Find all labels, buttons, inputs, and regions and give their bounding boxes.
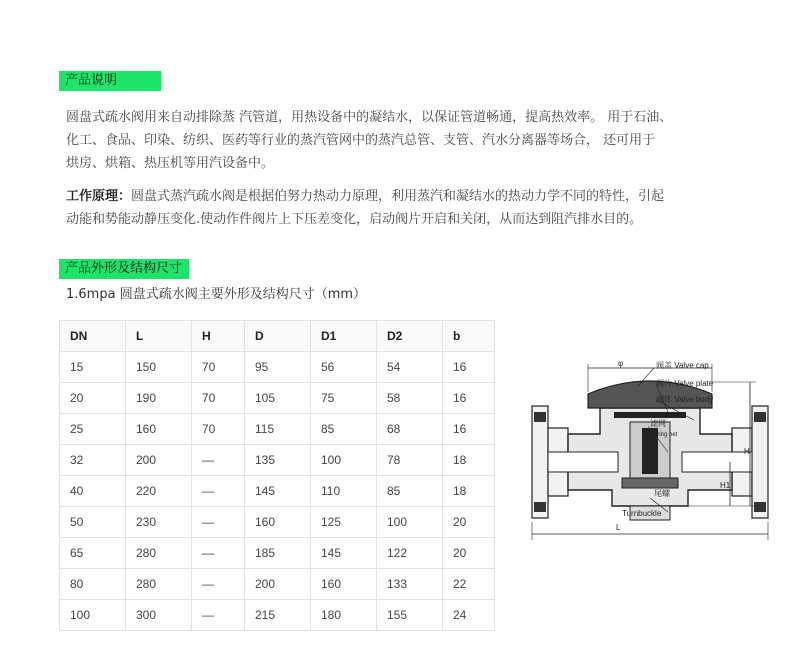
table-cell: 115	[245, 414, 311, 445]
table-cell: 122	[377, 538, 443, 569]
description-line: 烘房、烘箱、热压机等用汽设备中。	[66, 156, 275, 171]
table-cell: 40	[60, 476, 126, 507]
table-cell: 215	[245, 600, 311, 631]
table-cell: 85	[377, 476, 443, 507]
table-cell: 200	[245, 569, 311, 600]
table-cell: 15	[60, 352, 126, 383]
column-header: D2	[377, 321, 443, 352]
valve-cap-label: 阀盖 Valve cap	[656, 361, 709, 370]
table-cell: 145	[311, 538, 377, 569]
table-cell: —	[192, 538, 245, 569]
l-label: L	[616, 523, 621, 532]
table-cell: —	[192, 445, 245, 476]
table-cell: 16	[443, 352, 495, 383]
table-cell: 300	[126, 600, 192, 631]
table-cell: 22	[443, 569, 495, 600]
table-cell: 150	[126, 352, 192, 383]
table-row	[60, 600, 495, 631]
table-caption: 1.6mpa 圆盘式疏水阀主要外形及结构尺寸（mm）	[66, 287, 367, 302]
h1-label: H1	[720, 481, 731, 490]
table-cell: 20	[443, 507, 495, 538]
table-cell: 220	[126, 476, 192, 507]
table-cell: 185	[245, 538, 311, 569]
table-cell: 65	[60, 538, 126, 569]
table-cell: —	[192, 476, 245, 507]
description-paragraph	[66, 106, 726, 175]
principle-line	[66, 185, 726, 208]
phi-label: φ	[618, 359, 624, 368]
table-cell: 190	[126, 383, 192, 414]
table-cell: 54	[377, 352, 443, 383]
table-cell: 160	[126, 414, 192, 445]
table-cell: 160	[311, 569, 377, 600]
table-row	[60, 445, 495, 476]
table-cell: —	[192, 600, 245, 631]
turnbuckle-label-en: Turnbuckle	[622, 509, 662, 518]
table-cell: 16	[443, 414, 495, 445]
table-cell: 200	[126, 445, 192, 476]
principle-text: 圆盘式蒸汽疏水阀是根据伯努力热动力原理，利用蒸汽和凝结水的热动力学不同的特性，引起	[131, 189, 665, 204]
table-row	[60, 383, 495, 414]
turnbuckle-label-cn: 尾螺	[654, 489, 670, 498]
section-heading-dimensions: 产品外形及结构尺寸	[59, 259, 189, 279]
table-cell: 125	[311, 507, 377, 538]
column-header: b	[443, 321, 495, 352]
table-cell: 68	[377, 414, 443, 445]
section-heading-description: 产品说明	[59, 71, 161, 91]
table-row	[60, 352, 495, 383]
valve-diagram	[518, 356, 780, 546]
table-cell: 145	[245, 476, 311, 507]
principle-line: 动能和势能动静压变化.使动作件阀片上下压差变化，启动阀片开启和关闭，从而达到阻汽排水目的。	[66, 212, 643, 227]
table-cell: —	[192, 507, 245, 538]
table-cell: 20	[60, 383, 126, 414]
table-cell: 18	[443, 445, 495, 476]
column-header: D	[245, 321, 311, 352]
table-cell: 280	[126, 569, 192, 600]
table-cell: 70	[192, 352, 245, 383]
column-header: DN	[60, 321, 126, 352]
table-cell: 58	[377, 383, 443, 414]
table-cell: 25	[60, 414, 126, 445]
table-cell: 18	[443, 476, 495, 507]
valve-body-label: 阀体 Valve body	[656, 395, 714, 404]
valve-plate-label: 阀片 Valve plate	[656, 379, 714, 388]
table-cell: 32	[60, 445, 126, 476]
table-row	[60, 476, 495, 507]
column-header: D1	[311, 321, 377, 352]
table-cell: 16	[443, 383, 495, 414]
table-cell: 280	[126, 538, 192, 569]
filter-label-en: Filtering net	[646, 432, 678, 438]
table-cell: 105	[245, 383, 311, 414]
table-cell: 70	[192, 383, 245, 414]
table-cell: 85	[311, 414, 377, 445]
description-line: 化工、食品、印染、纺织、医药等行业的蒸汽管网中的蒸汽总管、支管、汽水分离器等场合， 还可用于	[66, 133, 656, 148]
table-row	[60, 507, 495, 538]
table-cell: 75	[311, 383, 377, 414]
principle-label: 工作原理：	[66, 189, 132, 204]
table-cell: 78	[377, 445, 443, 476]
table-cell: 56	[311, 352, 377, 383]
table-cell: 20	[443, 538, 495, 569]
table-cell: 100	[377, 507, 443, 538]
table-row	[60, 538, 495, 569]
table-cell: 160	[245, 507, 311, 538]
dimensions-table	[59, 320, 495, 631]
description-line: 圆盘式疏水阀用来自动排除蒸 汽管道，用热设备中的凝结水，以保证管道畅通，提高热效率。 用于石油、	[66, 110, 673, 125]
table-row	[60, 569, 495, 600]
h-label: H	[744, 447, 750, 456]
table-cell: 50	[60, 507, 126, 538]
table-cell: 133	[377, 569, 443, 600]
table-header-row	[60, 321, 495, 352]
table-cell: 155	[377, 600, 443, 631]
table-cell: 230	[126, 507, 192, 538]
table-row	[60, 414, 495, 445]
table-cell: 100	[311, 445, 377, 476]
table-cell: 70	[192, 414, 245, 445]
column-header: L	[126, 321, 192, 352]
principle-paragraph	[66, 185, 726, 231]
table-cell: 135	[245, 445, 311, 476]
column-header: H	[192, 321, 245, 352]
table-cell: 24	[443, 600, 495, 631]
table-cell: 180	[311, 600, 377, 631]
filter-label-cn: 滤网	[650, 419, 666, 428]
table-cell: 80	[60, 569, 126, 600]
table-cell: 95	[245, 352, 311, 383]
table-cell: 100	[60, 600, 126, 631]
table-cell: 110	[311, 476, 377, 507]
table-cell: —	[192, 569, 245, 600]
